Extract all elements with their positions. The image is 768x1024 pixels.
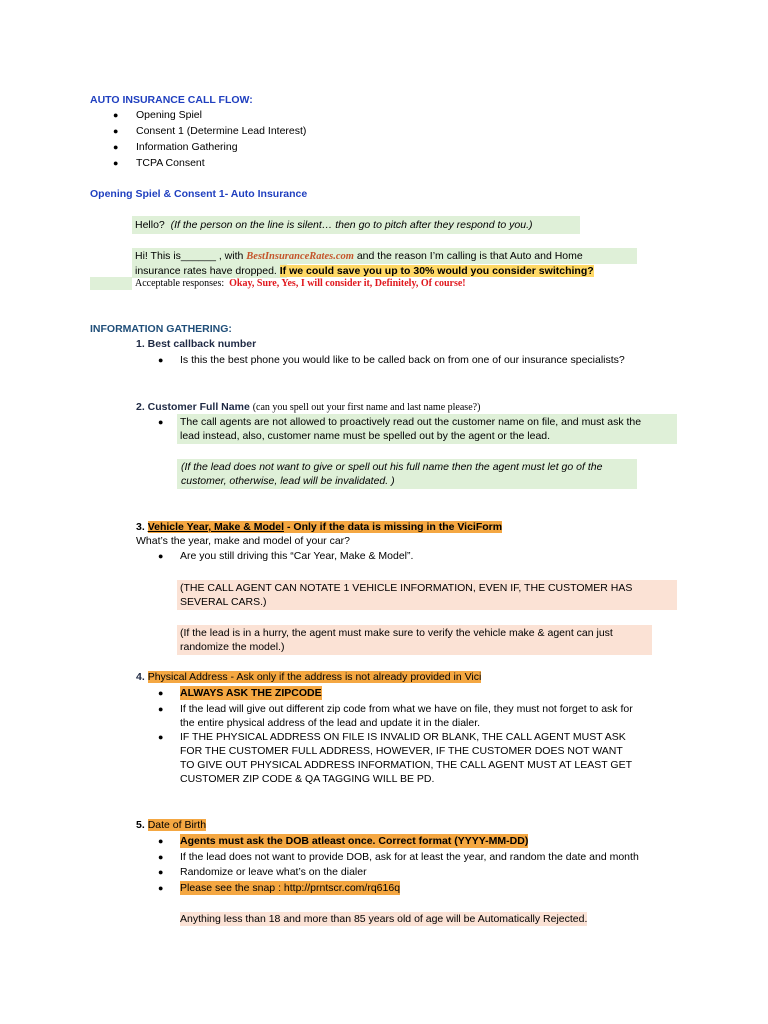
bullet-icon: ●: [158, 883, 164, 893]
q4-bullet-3-line-3: TO GIVE OUT PHYSICAL ADDRESS INFORMATION, THE CALL AGENT MUST AT LEAST GET: [180, 759, 632, 771]
q1-bullet: Is this the best phone you would like to be called back on from one of our insurance specialists?: [180, 354, 625, 366]
brand-link[interactable]: BestInsuranceRates.com: [246, 251, 354, 262]
bullet-icon: ●: [158, 355, 164, 365]
bullet-icon: ●: [158, 836, 164, 846]
q4-bullet-2-line-2: the entire physical address of the lead and update it in the dialer.: [180, 717, 481, 729]
bullet-icon: ●: [158, 551, 164, 561]
q3-header: [136, 520, 502, 534]
pitch-line-2: [135, 264, 594, 278]
bullet-icon: ●: [158, 704, 164, 714]
q3-number: 3.: [136, 521, 148, 533]
hello-line: [135, 218, 533, 232]
hello-note: (If the person on the line is silent… then go to pitch after they respond to you.): [170, 219, 533, 231]
q3-title: Vehicle Year, Make & Model: [147, 521, 285, 533]
q4-bullet-3-line-2: FOR THE CUSTOMER FULL ADDRESS, HOWEVER, IF THE CUSTOMER DOES NOT WANT: [180, 745, 623, 757]
q2-bullet-line-1: The call agents are not allowed to proactively read out the customer name on file, and must ask the: [180, 416, 642, 428]
q4-number: 4.: [136, 671, 148, 683]
q2-bullet-line-2: lead instead, also, customer name must be spelled out by the agent or the lead.: [180, 430, 551, 442]
q5-note: Anything less than 18 and more than 85 years old of age will be Automatically Rejected.: [180, 913, 588, 925]
acceptable-margin-highlight: [90, 277, 132, 290]
q5-bullet-3: Randomize or leave what’s on the dialer: [180, 866, 367, 878]
q3-condition: Only if the data is missing in the ViciForm: [293, 521, 503, 533]
bullet-icon: ●: [158, 688, 164, 698]
q4-bullet-2-line-1: If the lead will give out different zip code from what we have on file, they must not forget to ask for: [180, 703, 633, 715]
q5-bullet-2: If the lead does not want to provide DOB, ask for at least the year, and random the date and month: [180, 851, 639, 863]
q4-title: Physical Address - Ask only if the address is not already provided in Vici: [147, 671, 482, 683]
q3-note2-line-2: randomize the model.): [180, 641, 285, 653]
pitch-line-1: [135, 249, 583, 264]
q3-note1-line-1: (THE CALL AGENT CAN NOTATE 1 VEHICLE INFORMATION, EVEN IF, THE CUSTOMER HAS: [180, 582, 633, 594]
q5-number: 5.: [136, 819, 148, 831]
q2-title: 2. Customer Full Name: [136, 401, 250, 413]
q2-note-line-1: (If the lead does not want to give or spell out his full name then the agent must let go of the: [181, 461, 603, 473]
q4-bullet-3-line-1: IF THE PHYSICAL ADDRESS ON FILE IS INVALID OR BLANK, THE CALL AGENT MUST ASK: [180, 731, 626, 743]
q1-title: 1. Best callback number: [136, 338, 257, 350]
bullet-icon: ●: [113, 110, 119, 120]
acceptable-line: [135, 277, 466, 291]
q5-bullet-4[interactable]: Please see the snap : http://prntscr.com/rq616q: [180, 882, 401, 894]
q2-note: (can you spell out your first name and last name please?): [252, 402, 481, 413]
callflow-title: AUTO INSURANCE CALL FLOW:: [90, 94, 253, 106]
callflow-item: Opening Spiel: [136, 109, 202, 121]
q2-header: [136, 400, 480, 415]
bullet-icon: ●: [158, 417, 164, 427]
q2-note-line-2: customer, otherwise, lead will be invalidated. ): [181, 475, 395, 487]
acceptable-values: Okay, Sure, Yes, I will consider it, Definitely, Of course!: [229, 278, 466, 289]
pitch-text-b: and the reason I’m calling is that Auto and Home: [353, 250, 583, 262]
info-title: INFORMATION GATHERING:: [90, 323, 232, 335]
q3-bullet: Are you still driving this “Car Year, Make & Model”.: [180, 550, 414, 562]
bullet-icon: ●: [113, 142, 119, 152]
callflow-item: Consent 1 (Determine Lead Interest): [136, 125, 307, 137]
callflow-item: TCPA Consent: [136, 157, 205, 169]
q3-note2-line-1: (If the lead is in a hurry, the agent must make sure to verify the vehicle make & agent can just: [180, 627, 613, 639]
q5-header: [136, 818, 206, 832]
q3-note1-line-2: SEVERAL CARS.): [180, 596, 267, 608]
q4-bullet-3-line-4: CUSTOMER ZIP CODE & QA TAGGING WILL BE PD.: [180, 773, 435, 785]
bullet-icon: ●: [113, 126, 119, 136]
q5-bullet-1: Agents must ask the DOB atleast once. Correct format (YYYY-MM-DD): [180, 835, 529, 847]
hello-prefix: Hello?: [135, 219, 165, 231]
q3-dash: -: [284, 521, 294, 533]
pitch-text-a: Hi! This is______ , with: [135, 250, 247, 262]
callflow-item: Information Gathering: [136, 141, 238, 153]
bullet-icon: ●: [158, 732, 164, 742]
acceptable-label: Acceptable responses:: [135, 278, 225, 289]
q4-bullet-1: ALWAYS ASK THE ZIPCODE: [180, 687, 322, 699]
q4-header: [136, 670, 481, 684]
bullet-icon: ●: [158, 867, 164, 877]
pitch-text-c: insurance rates have dropped.: [135, 265, 280, 277]
bullet-icon: ●: [158, 852, 164, 862]
q5-title: Date of Birth: [147, 819, 207, 831]
q3-question: What’s the year, make and model of your car?: [136, 535, 350, 547]
opening-title: Opening Spiel & Consent 1- Auto Insurance: [90, 188, 308, 200]
bullet-icon: ●: [113, 158, 119, 168]
pitch-question: If we could save you up to 30% would you consider switching?: [279, 265, 594, 277]
